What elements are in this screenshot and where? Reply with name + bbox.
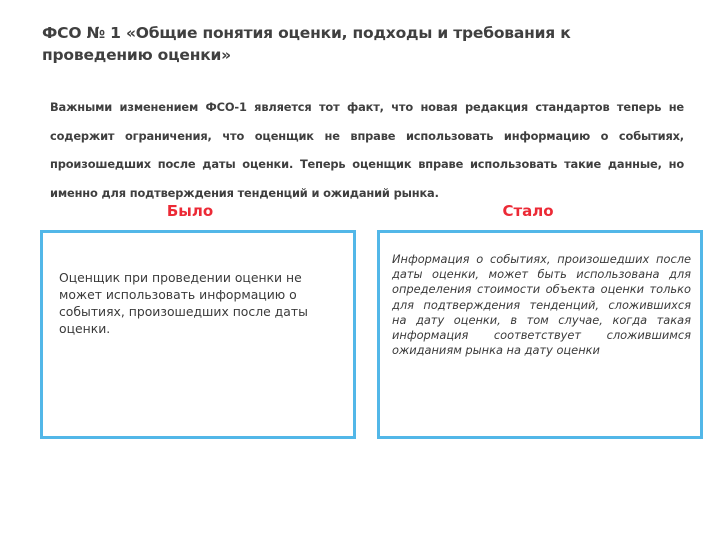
after-heading: Стало: [502, 202, 554, 220]
slide-title: ФСО № 1 «Общие понятия оценки, подходы и требования к проведению оценки»: [42, 24, 571, 64]
after-text: Информация о событиях, произошедших после даты оценки, может быть использована для определения стоимости объекта оценки только для подтверждения тенденций, сложившихся на дату оценки, в том случае, когда такая информация соответствует сложившимся ожиданиям рынка на дату оценки: [392, 252, 691, 358]
before-heading: Было: [166, 202, 214, 220]
before-box: [40, 230, 356, 439]
intro-paragraph: Важными изменением ФСО-1 является тот факт, что новая редакция стандартов теперь не содержит ограничения, что оценщик не вправе использовать информацию о событиях, произошедших после даты оценки. Теперь оценщик вправе использовать такие данные, но именно для подтверждения тенденций и ожиданий рынка.: [50, 100, 684, 200]
after-box: [377, 230, 703, 439]
before-text: Оценщик при проведении оценки не может использовать информацию о событиях, произошедших после даты оценки.: [59, 270, 308, 336]
